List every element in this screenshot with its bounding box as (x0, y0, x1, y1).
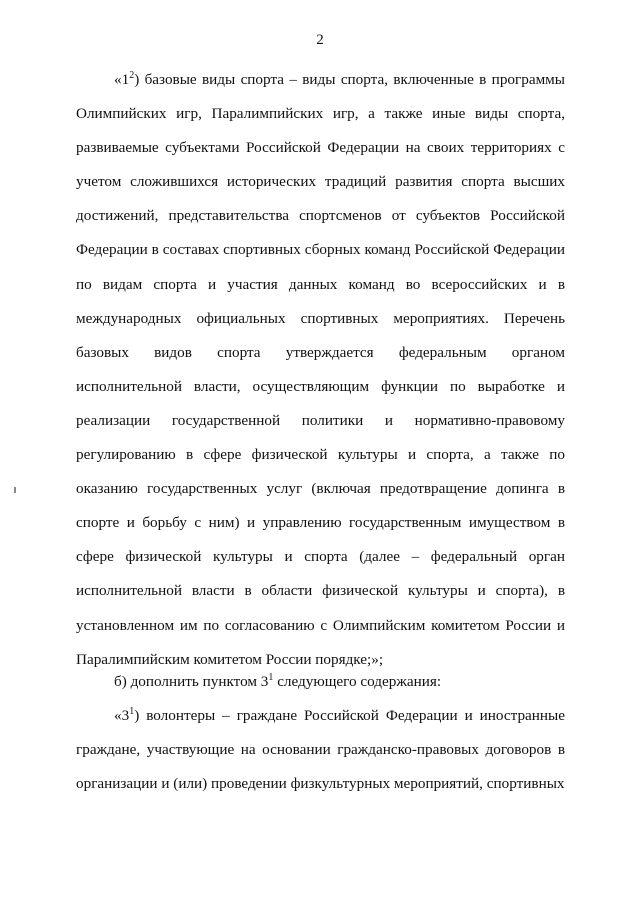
superscript: 1 (268, 671, 274, 683)
paragraph-open: «3 (114, 707, 130, 724)
paragraph-open: «1 (114, 71, 130, 88)
paragraph-text (76, 665, 565, 699)
paragraph-body: ) базовые виды спорта – виды спорта, включенные в программы Олимпийских игр, Паралимпийских игр, а также иные виды спорта, развиваемые субъектами Российской Федерации на своих территориях с учетом сложившихся исторических традиций развития спорта высших достижений, представительства спортсменов от субъектов Российской Федерации в составах спортивных сборных команд Российской Федерации по видам спорта и участия данных команд во всероссийских и в международных официальных спортивных мероприятиях. Перечень базовых видов спорта утверждается федеральным органом исполнительной власти, осуществляющим функции по выработке и реализации государственной политики и нормативно-правовому регулированию в сфере физической культуры и спорта, а также по оказанию государственных услуг (включая предотвращение допинга в спорте и борьбу с ним) и управлению государственным имуществом в сфере физической культуры и спорта (далее – федеральный орган исполнительной власти в области физической культуры и спорта), в установленном им по согласованию с Олимпийским комитетом России и Паралимпийским комитетом России порядке;»; (76, 71, 565, 668)
paragraph-volunteers (76, 699, 565, 801)
paragraph-text (76, 63, 565, 677)
paragraph-basic-sports (76, 63, 565, 677)
paragraph-body: следующего содержания: (273, 673, 442, 690)
paragraph-body: ) волонтеры – граждане Российской Федерации и иностранные граждане, участвующие на основании гражданско-правовых договоров в организации и (или) проведении физкультурных мероприятий, спортивных (76, 707, 565, 793)
paragraph-amendment-b (76, 665, 565, 699)
paragraph-text (76, 699, 565, 801)
margin-scan-mark (14, 487, 16, 493)
page-number: 2 (316, 32, 324, 48)
paragraph-open: б) дополнить пунктом 3 (114, 673, 269, 690)
superscript: 1 (129, 705, 135, 717)
superscript: 2 (129, 69, 135, 81)
